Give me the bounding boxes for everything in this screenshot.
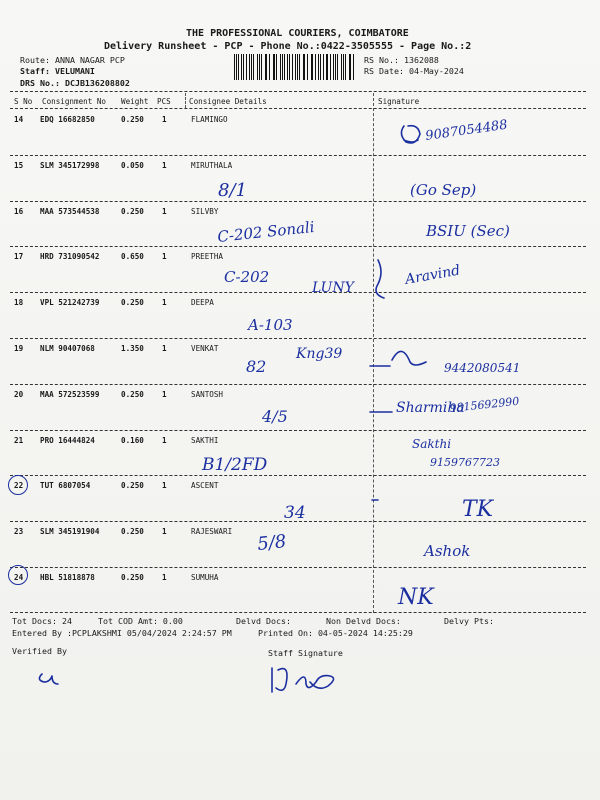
col-sno: S No <box>14 97 33 106</box>
row-sno: 24 <box>14 573 24 582</box>
row-weight: 0.250 <box>121 389 144 399</box>
row-19-signature-scribble <box>370 351 426 366</box>
verified-mark <box>39 674 58 684</box>
row-consignee: VENKAT <box>191 344 219 353</box>
col-consignment: Consignment No <box>42 97 107 106</box>
row-sno: 20 <box>14 389 24 399</box>
row-pcs: 1 <box>162 527 167 537</box>
total-cod: Tot COD Amt: 0.00 <box>98 616 183 626</box>
row-17-signature-handwritten: Aravind <box>403 262 462 288</box>
row-consignee: PREETHA <box>191 252 224 262</box>
row-23-address-handwritten: 5/8 <box>256 531 288 555</box>
row-weight: 0.160 <box>121 435 144 445</box>
row-15-signature-handwritten: (Go Sep) <box>410 181 477 199</box>
row-pcs: 1 <box>162 115 167 124</box>
row-23-signature-handwritten: Ashok <box>424 542 471 560</box>
row-sno: 23 <box>14 527 24 537</box>
row-20-signature-handwritten: Sharmiha <box>396 400 465 416</box>
row-consignment-no: TUT 6807054 <box>40 481 91 491</box>
row-sno: 15 <box>14 160 24 170</box>
divider <box>10 612 586 613</box>
row-consignment-no: SLM 345172998 <box>40 160 100 170</box>
total-docs: Tot Docs: 24 <box>12 616 72 626</box>
row-sno: 18 <box>14 298 24 308</box>
row-sno: 16 <box>14 206 24 216</box>
delivered-docs: Delvd Docs: <box>236 616 291 626</box>
row-21-signature-handwritten: Sakthi <box>412 437 452 451</box>
row-consignee: SILVBY <box>191 206 219 216</box>
row-pcs: 1 <box>162 435 167 445</box>
route-label: Route: ANNA NAGAR PCP <box>20 55 125 65</box>
row-22-signature-handwritten: TK <box>462 497 494 522</box>
row-weight: 0.250 <box>121 206 144 216</box>
row-weight: 0.250 <box>121 573 144 582</box>
row-consignee: SAKTHI <box>191 435 219 445</box>
rs-date: RS Date: 04-May-2024 <box>364 66 464 76</box>
row-weight: 0.250 <box>121 527 144 537</box>
row-17-mark <box>376 260 384 298</box>
row-sno: 19 <box>14 344 24 353</box>
row-22-address-handwritten: 34 <box>284 503 306 523</box>
row-weight: 0.650 <box>121 252 144 262</box>
row-16-address-handwritten: C-202 Sonali <box>216 217 316 246</box>
row-consignee: RAJESWARI <box>191 527 233 537</box>
delivery-points: Delvy Pts: <box>444 616 494 626</box>
row-weight: 1.350 <box>121 344 144 353</box>
row-sno: 14 <box>14 115 24 124</box>
row-consignment-no: MAA 572523599 <box>40 389 100 399</box>
col-consignee: Consignee Details <box>189 97 267 106</box>
row-sno: 22 <box>14 481 24 491</box>
row-20-address-handwritten: 4/5 <box>262 407 288 426</box>
runsheet-subtitle: Delivery Runsheet - PCP - Phone No.:0422-3505555 - Page No.:2 <box>104 41 472 52</box>
row-pcs: 1 <box>162 573 167 582</box>
non-delivered-docs: Non Delvd Docs: <box>326 616 401 626</box>
row-consignment-no: EDQ 16682850 <box>40 115 95 124</box>
col-signature: Signature <box>378 97 420 106</box>
staff-signature-label: Staff Signature <box>268 648 343 658</box>
row-weight: 0.250 <box>121 298 144 308</box>
row-21-phone-handwritten: 9159767723 <box>430 456 500 469</box>
printed-on: Printed On: 04-05-2024 14:25:29 <box>258 628 413 638</box>
row-17-note-handwritten: LUNY <box>312 280 354 296</box>
drs-number: DRS No.: DCJB136208802 <box>20 78 130 88</box>
row-pcs: 1 <box>162 160 167 170</box>
row-consignee: SUMUHA <box>191 573 219 582</box>
row-consignee: ASCENT <box>191 481 219 491</box>
row-pcs: 1 <box>162 481 167 491</box>
row-24-signature-handwritten: NK <box>398 585 434 610</box>
row-pcs: 1 <box>162 344 167 353</box>
row-15-address-handwritten: 8/1 <box>218 180 247 201</box>
row-consignment-no: HBL 51818878 <box>40 573 95 582</box>
row-consignment-no: PRO 16444824 <box>40 435 95 445</box>
rs-number: RS No.: 1362088 <box>364 55 439 65</box>
row-19-note-handwritten: Kng39 <box>296 346 343 362</box>
row-consignment-no: SLM 345191904 <box>40 527 100 537</box>
row-sno: 17 <box>14 252 24 262</box>
row-19-phone-handwritten: 9442080541 <box>444 361 521 375</box>
row-19-address-handwritten: 82 <box>246 357 267 376</box>
row-pcs: 1 <box>162 298 167 308</box>
row-consignee: DEEPA <box>191 298 214 308</box>
company-name: THE PROFESSIONAL COURIERS, COIMBATORE <box>186 28 409 39</box>
row-21-address-handwritten: B1/2FD <box>202 455 268 475</box>
row-consignment-no: NLM 90407068 <box>40 344 95 353</box>
row-consignment-no: HRD 731090542 <box>40 252 100 262</box>
row-14-phone-handwritten: 9087054488 <box>424 117 509 144</box>
verified-by-label: Verified By <box>12 646 67 656</box>
row-consignment-no: VPL 521242739 <box>40 298 100 308</box>
row-weight: 0.250 <box>121 115 144 124</box>
row-16-signature-handwritten: BSIU (Sec) <box>426 222 510 240</box>
row-14-signature <box>401 118 508 144</box>
row-18-address-handwritten: A-103 <box>248 316 293 334</box>
row-pcs: 1 <box>162 206 167 216</box>
staff-label: Staff: VELUMANI <box>20 66 95 76</box>
row-consignee: SANTOSH <box>191 389 224 399</box>
row-20-phone-handwritten: 9815692990 <box>448 394 520 415</box>
staff-signature-scribble <box>272 668 334 692</box>
row-17-address-handwritten: C-202 <box>224 268 270 286</box>
row-pcs: 1 <box>162 252 167 262</box>
row-sno: 21 <box>14 435 24 445</box>
row-consignment-no: MAA 573544538 <box>40 206 100 216</box>
entered-by: Entered By :PCPLAKSHMI 05/04/2024 2:24:57 PM <box>12 628 232 638</box>
row-weight: 0.050 <box>121 160 144 170</box>
row-weight: 0.250 <box>121 481 144 491</box>
col-weight: Weight <box>121 97 149 106</box>
col-pcs: PCS <box>157 97 171 106</box>
row-pcs: 1 <box>162 389 167 399</box>
row-consignee: MIRUTHALA <box>191 160 233 170</box>
row-consignee: FLAMINGO <box>191 115 228 124</box>
